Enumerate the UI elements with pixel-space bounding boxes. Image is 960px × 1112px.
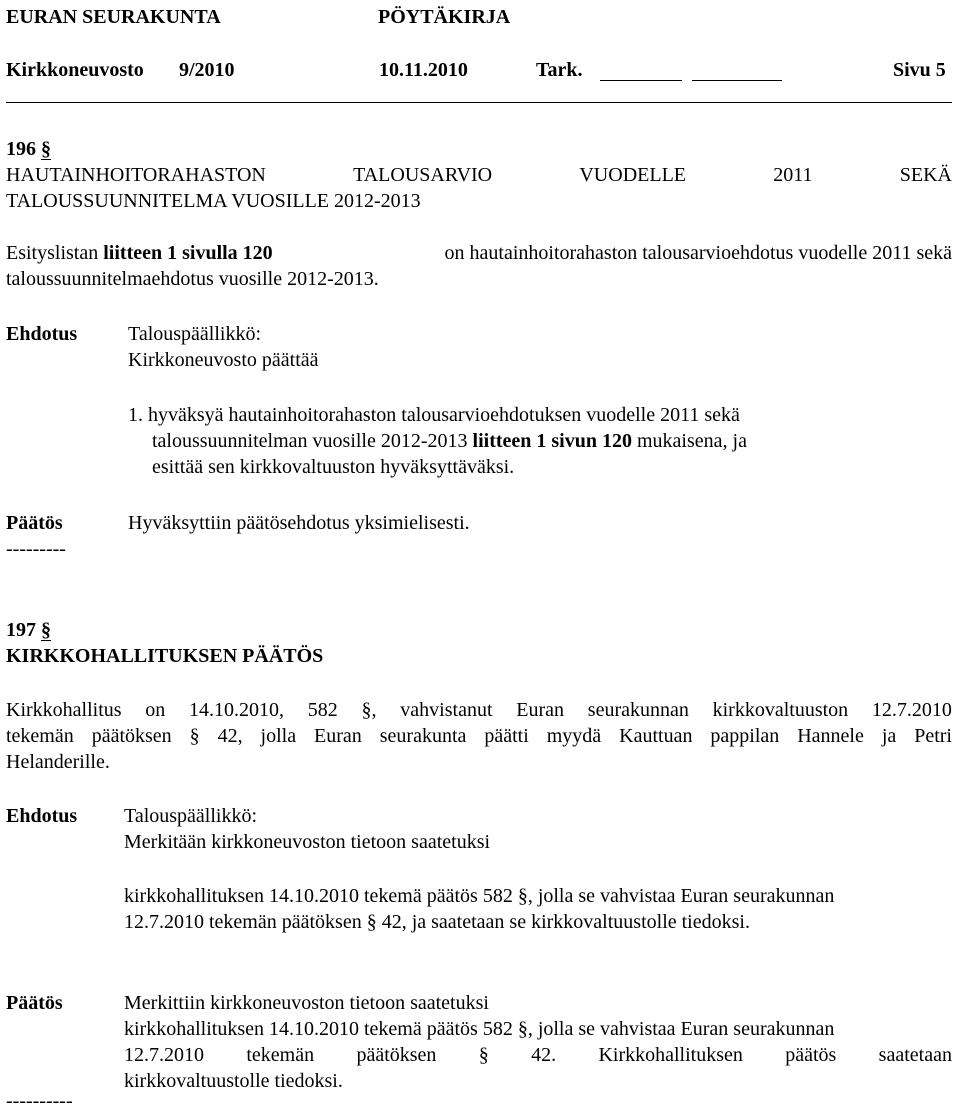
section-197-intro-line1: Kirkkohallitus on 14.10.2010, 582 §, vahvistanut Euran seurakunnan kirkkovaltuuston 12.7.2010 [6, 699, 952, 721]
page-number: Sivu 5 [893, 59, 946, 81]
proposal-body: Merkitään kirkkoneuvoston tietoon saatetuksi [124, 831, 491, 853]
check-signature-line-1 [600, 80, 682, 81]
check-signature-line-2 [692, 80, 782, 81]
proposal-body: Kirkkoneuvosto päättää [128, 349, 319, 371]
proposal-item-line1: 1. hyväksyä hautainhoitorahaston talousarvioehdotuksen vuodelle 2011 sekä [128, 404, 740, 426]
section-symbol: § [41, 619, 51, 641]
proposal-label: Ehdotus [6, 323, 78, 345]
header-rule [6, 102, 952, 103]
section-196-title-line1: HAUTAINHOITORAHASTON TALOUSARVIO VUODELLE 2011 SEKÄ [6, 164, 952, 186]
section-197-title: KIRKKOHALLITUKSEN PÄÄTÖS [6, 645, 324, 667]
proposal-line4: 12.7.2010 tekemän päätöksen § 42, ja saatetaan se kirkkovaltuustolle tiedoksi. [124, 911, 750, 933]
proposal-label: Ehdotus [6, 805, 78, 827]
check-label: Tark. [536, 59, 583, 81]
section-symbol: § [41, 138, 51, 160]
org-name: EURAN SEURAKUNTA [6, 6, 221, 28]
section-197-number: 197 § [6, 619, 51, 641]
section-196-title-line2: TALOUSSUUNNITELMA VUOSILLE 2012-2013 [6, 190, 421, 212]
decision-line3: 12.7.2010 tekemän päätöksen § 42. Kirkkohallituksen päätös saatetaan [124, 1044, 952, 1066]
decision-text: Hyväksyttiin päätösehdotus yksimielisesti. [128, 512, 470, 534]
proposal-item-line2: taloussuunnitelman vuosille 2012-2013 liitteen 1 sivun 120 mukaisena, ja [152, 430, 747, 452]
document-type: PÖYTÄKIRJA [378, 6, 511, 28]
proposal-role: Talouspäällikkö: [128, 323, 262, 345]
section-196-intro-line1: Esityslistan liitteen 1 sivulla 120 on hautainhoitorahaston talousarvioehdotus vuodelle 2011 sekä [6, 242, 952, 264]
proposal-role: Talouspäällikkö: [124, 805, 258, 827]
decision-label: Päätös [6, 512, 63, 534]
meeting-session: 9/2010 [179, 59, 235, 81]
section-196-end-dashes: --------- [6, 538, 66, 560]
decision-line4: kirkkovaltuustolle tiedoksi. [124, 1070, 343, 1092]
meeting-body: Kirkkoneuvosto [6, 59, 144, 81]
section-197-end-dashes: ---------- [6, 1090, 73, 1112]
decision-label: Päätös [6, 992, 63, 1014]
section-197-intro-line3: Helanderille. [6, 751, 110, 773]
decision-line1: Merkittiin kirkkoneuvoston tietoon saatetuksi [124, 992, 489, 1014]
section-196-intro-line2: taloussuunnitelmaehdotus vuosille 2012-2013. [6, 268, 379, 290]
meeting-date: 10.11.2010 [379, 59, 468, 81]
section-197-intro-line2: tekemän päätöksen § 42, jolla Euran seurakunta päätti myydä Kauttuan pappilan Hannele ja Petri [6, 725, 952, 747]
proposal-line3: kirkkohallituksen 14.10.2010 tekemä päätös 582 §, jolla se vahvistaa Euran seurakunnan [124, 885, 835, 907]
decision-line2: kirkkohallituksen 14.10.2010 tekemä päätös 582 §, jolla se vahvistaa Euran seurakunnan [124, 1018, 835, 1040]
proposal-item-line3: esittää sen kirkkovaltuuston hyväksyttäväksi. [152, 456, 515, 478]
section-196-number: 196 § [6, 138, 51, 160]
